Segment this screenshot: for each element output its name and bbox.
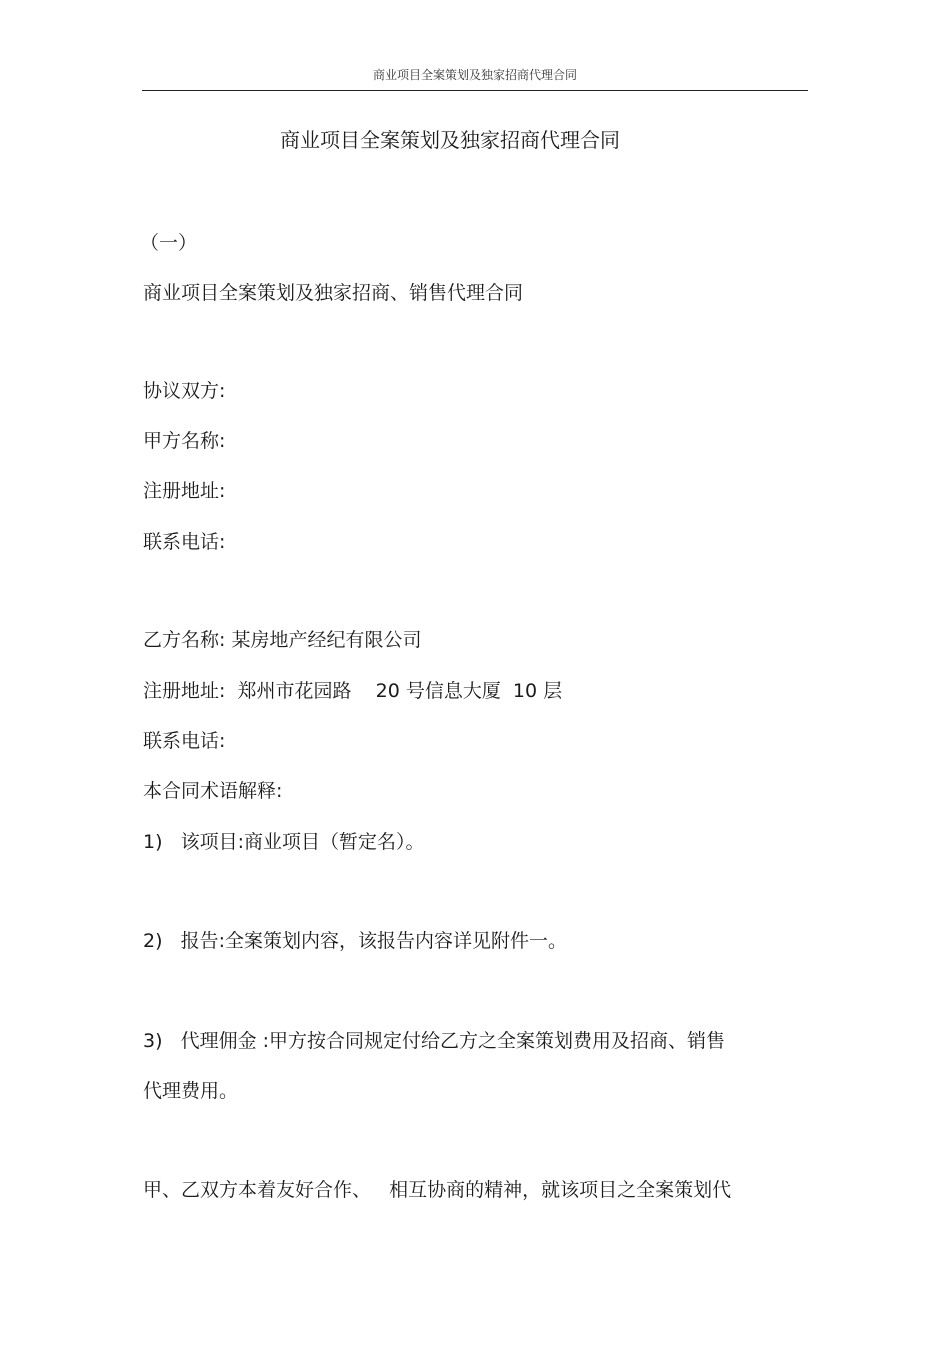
party-a-address: 注册地址: [143, 480, 226, 502]
party-b-address: 注册地址: 郑州市花园路 20 号信息大厦 10 层 [143, 680, 563, 702]
party-a-phone: 联系电话: [143, 531, 226, 553]
party-b-phone: 联系电话: [143, 730, 226, 752]
terms-label: 本合同术语解释: [143, 780, 283, 802]
term-3-line-1: 3) 代理佣金 :甲方按合同规定付给乙方之全案策划费用及招商、销售 [143, 1030, 726, 1052]
term-1: 1) 该项目:商业项目（暂定名）。 [143, 831, 425, 853]
contract-subtitle: 商业项目全案策划及独家招商、销售代理合同 [143, 282, 524, 304]
party-a-name: 甲方名称: [143, 430, 226, 452]
term-3-line-2: 代理费用。 [143, 1080, 239, 1102]
closing-paragraph-line: 甲、乙双方本着友好合作、 相互协商的精神，就该项目之全案策划代 [143, 1179, 732, 1201]
term-2: 2) 报告:全案策划内容，该报告内容详见附件一。 [143, 930, 568, 952]
document-title: 商业项目全案策划及独家招商代理合同 [280, 128, 620, 152]
running-header: 商业项目全案策划及独家招商代理合同 [372, 68, 577, 82]
header-rule [142, 90, 808, 91]
section-marker: （一） [140, 232, 198, 254]
parties-label: 协议双方: [143, 380, 226, 402]
party-b-name: 乙方名称: 某房地产经纪有限公司 [143, 629, 422, 651]
